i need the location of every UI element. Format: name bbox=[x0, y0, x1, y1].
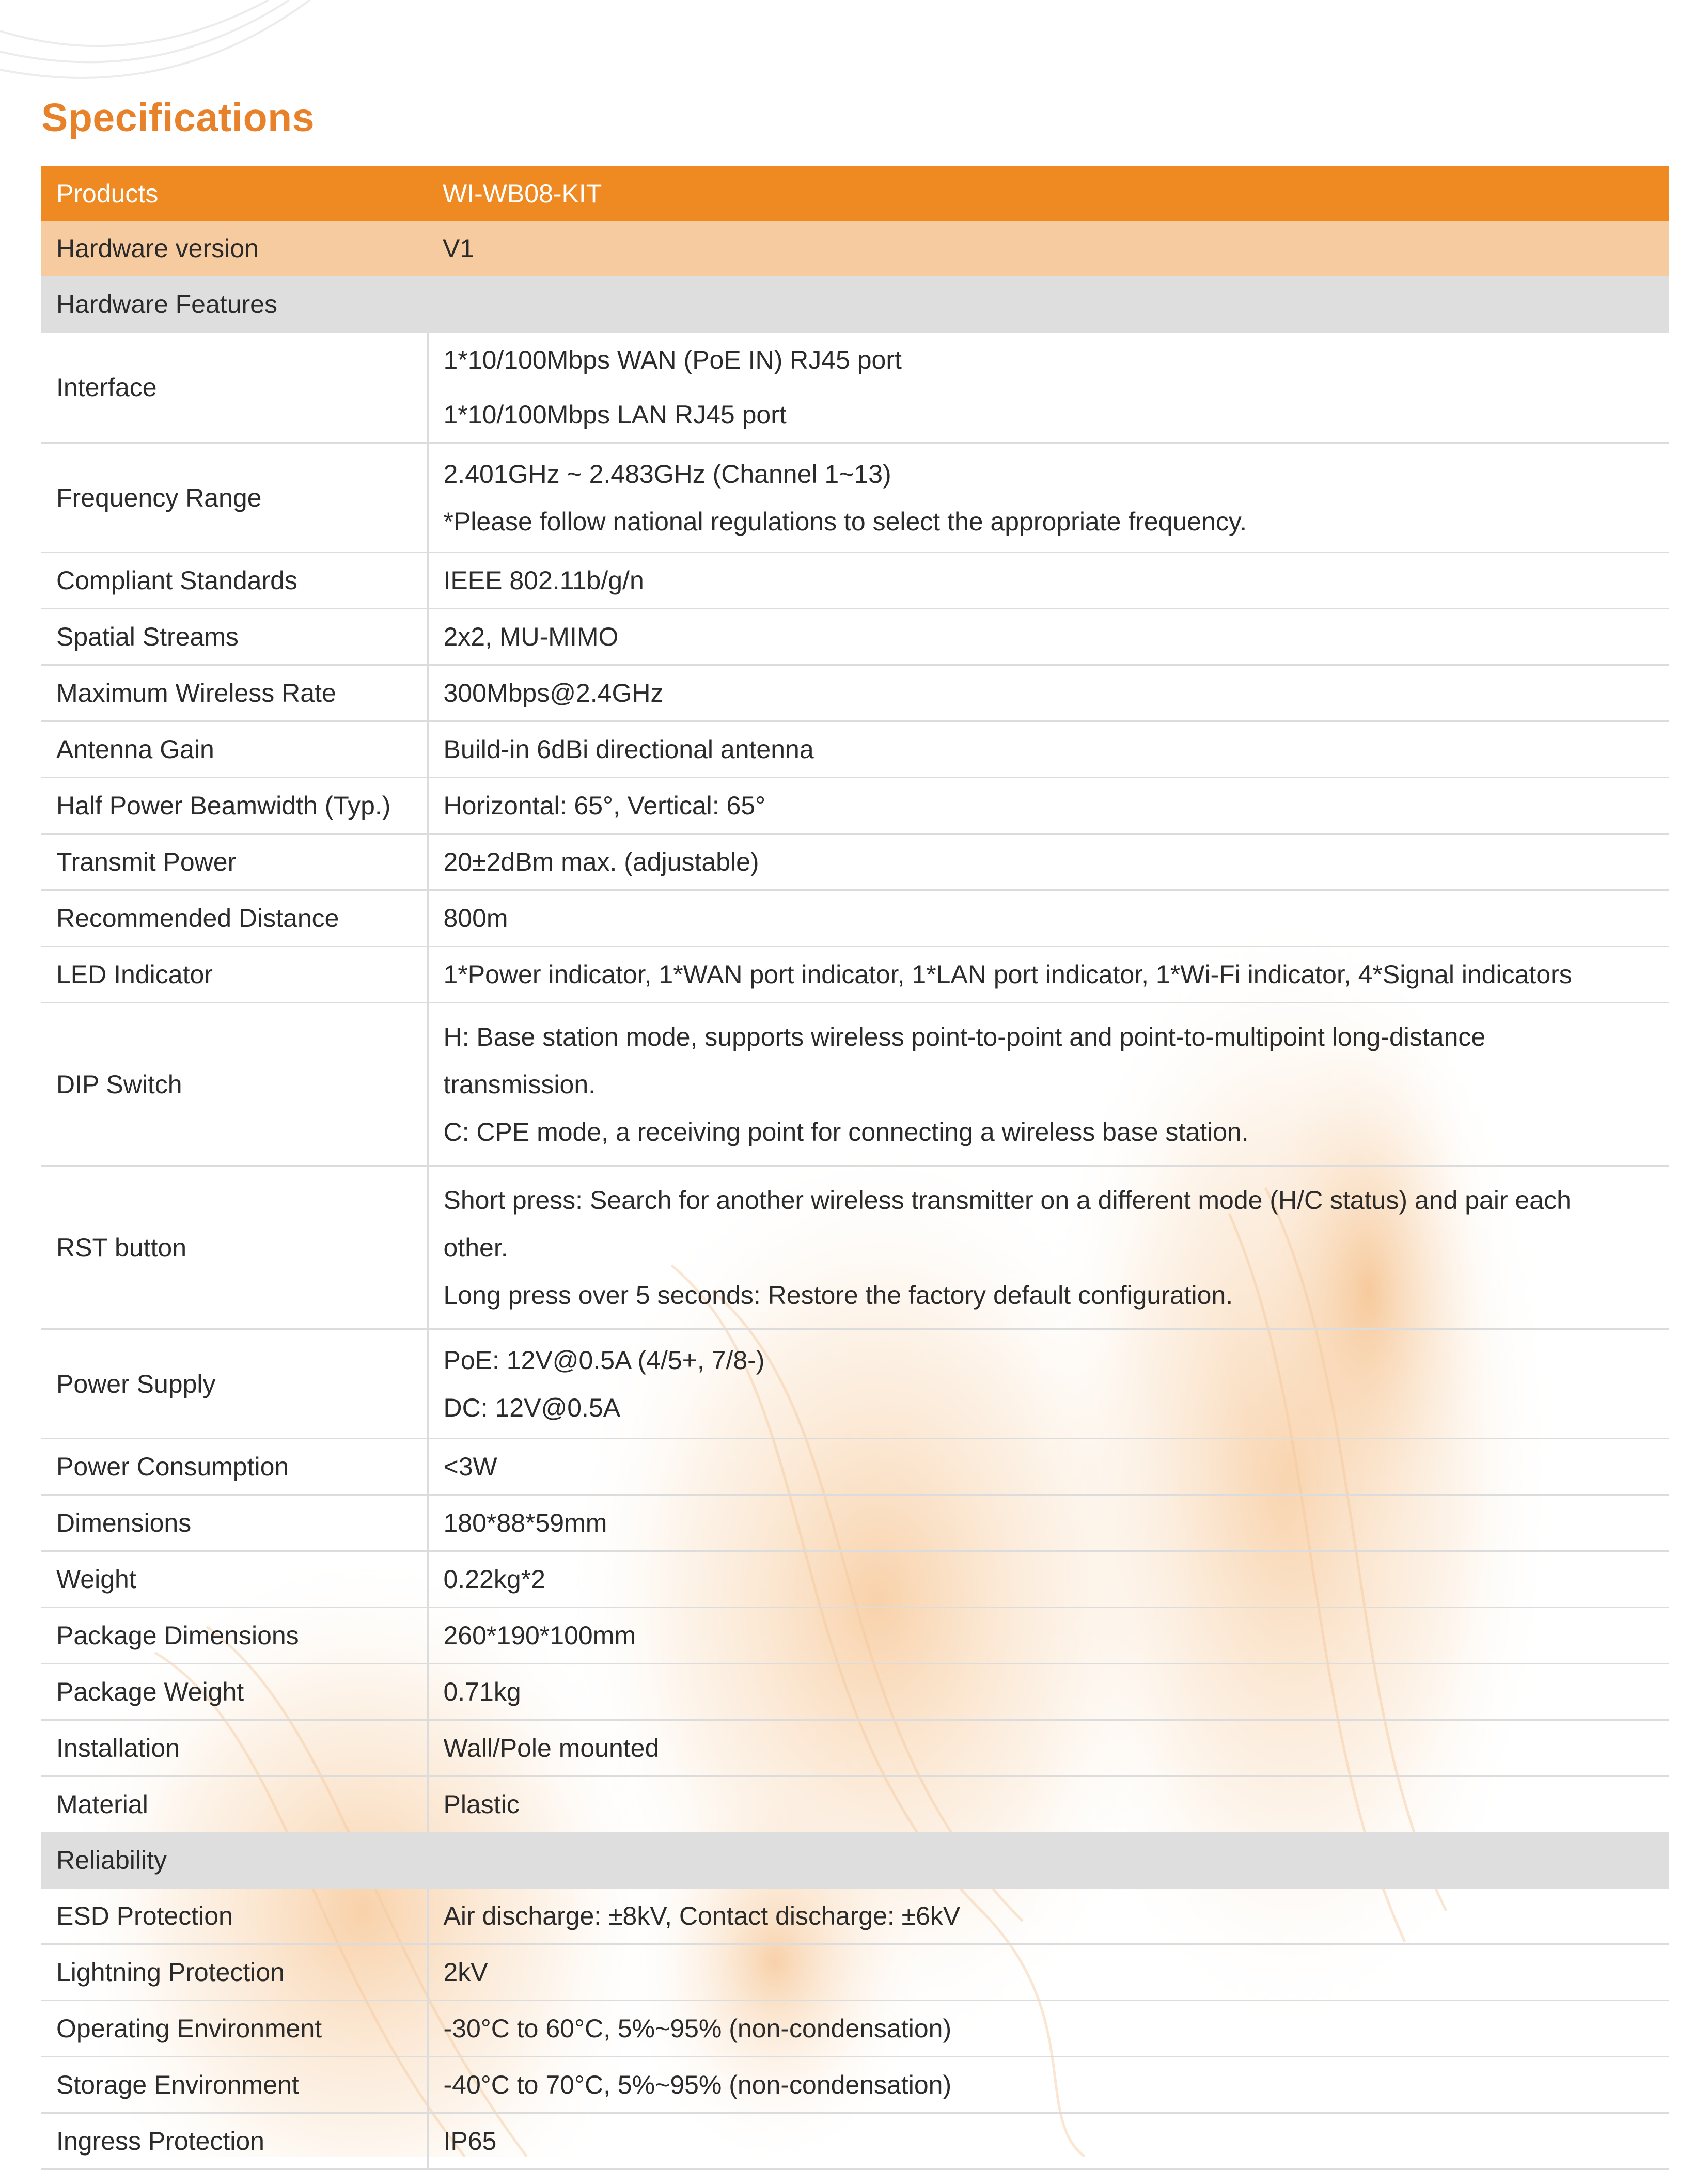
table-row bbox=[41, 1166, 1669, 1329]
row-label: Weight bbox=[41, 1551, 428, 1608]
row-value: Horizontal: 65°, Vertical: 65° bbox=[428, 778, 1669, 834]
products-value: WI-WB08-KIT bbox=[428, 166, 1669, 221]
row-value bbox=[428, 443, 1669, 553]
row-label: Ingress Protection bbox=[41, 2113, 428, 2169]
table-row bbox=[41, 1329, 1669, 1439]
row-label: Material bbox=[41, 1776, 428, 1832]
value-line: H: Base station mode, supports wireless point-to-point and point-to-multipoint long-distance bbox=[443, 1022, 1486, 1051]
row-value: 180*88*59mm bbox=[428, 1495, 1669, 1551]
hardware-version-label: Hardware version bbox=[41, 221, 428, 276]
value-line: *Please follow national regulations to select the appropriate frequency. bbox=[443, 507, 1247, 536]
table-row bbox=[41, 1720, 1669, 1776]
table-row bbox=[41, 1664, 1669, 1720]
row-value: Build-in 6dBi directional antenna bbox=[428, 721, 1669, 778]
table-row bbox=[41, 2113, 1669, 2169]
section-title: Hardware Features bbox=[41, 276, 1669, 333]
table-row bbox=[41, 721, 1669, 778]
value-line: Short press: Search for another wireless transmitter on a different mode (H/C status) and pair each bbox=[443, 1185, 1571, 1215]
section-reliability bbox=[41, 1832, 1669, 1889]
spec-table bbox=[41, 166, 1669, 2170]
table-row bbox=[41, 1608, 1669, 1664]
products-row bbox=[41, 166, 1669, 221]
value-line: other. bbox=[443, 1233, 508, 1262]
row-value: IEEE 802.11b/g/n bbox=[428, 553, 1669, 609]
row-value: 800m bbox=[428, 890, 1669, 947]
table-row bbox=[41, 1776, 1669, 1832]
value-line: PoE: 12V@0.5A (4/5+, 7/8-) bbox=[443, 1345, 765, 1375]
value-line: transmission. bbox=[443, 1070, 596, 1099]
row-value: -30°C to 60°C, 5%~95% (non-condensation) bbox=[428, 2001, 1669, 2057]
row-value: 2x2, MU-MIMO bbox=[428, 609, 1669, 665]
table-row bbox=[41, 890, 1669, 947]
table-row bbox=[41, 609, 1669, 665]
row-label: Half Power Beamwidth (Typ.) bbox=[41, 778, 428, 834]
row-label: DIP Switch bbox=[41, 1003, 428, 1166]
table-row bbox=[41, 1889, 1669, 1944]
row-value: 1*Power indicator, 1*WAN port indicator, 1*LAN port indicator, 1*Wi-Fi indicator, 4*Signal indicators bbox=[428, 947, 1669, 1003]
row-label: Power Supply bbox=[41, 1329, 428, 1439]
products-label: Products bbox=[41, 166, 428, 221]
row-value: -40°C to 70°C, 5%~95% (non-condensation) bbox=[428, 2057, 1669, 2113]
row-value: 2kV bbox=[428, 1944, 1669, 2001]
hardware-version-row bbox=[41, 221, 1669, 276]
row-label: ESD Protection bbox=[41, 1889, 428, 1944]
table-row bbox=[41, 1495, 1669, 1551]
row-value bbox=[428, 333, 1669, 443]
value-line: 1*10/100Mbps LAN RJ45 port bbox=[443, 400, 787, 429]
row-value: <3W bbox=[428, 1439, 1669, 1495]
table-row bbox=[41, 778, 1669, 834]
section-hardware-features bbox=[41, 276, 1669, 333]
row-label: LED Indicator bbox=[41, 947, 428, 1003]
row-label: Installation bbox=[41, 1720, 428, 1776]
section-title: Reliability bbox=[41, 1832, 1669, 1889]
value-line: DC: 12V@0.5A bbox=[443, 1393, 621, 1422]
table-row bbox=[41, 553, 1669, 609]
row-value: 0.71kg bbox=[428, 1664, 1669, 1720]
row-value: Wall/Pole mounted bbox=[428, 1720, 1669, 1776]
row-value: 300Mbps@2.4GHz bbox=[428, 665, 1669, 721]
row-label: Transmit Power bbox=[41, 834, 428, 890]
row-label: Operating Environment bbox=[41, 2001, 428, 2057]
page-title: Specifications bbox=[41, 96, 315, 140]
row-value: 20±2dBm max. (adjustable) bbox=[428, 834, 1669, 890]
row-label: Interface bbox=[41, 333, 428, 443]
table-row bbox=[41, 1439, 1669, 1495]
row-label: Lightning Protection bbox=[41, 1944, 428, 2001]
table-row bbox=[41, 1944, 1669, 2001]
row-label: Compliant Standards bbox=[41, 553, 428, 609]
row-label: RST button bbox=[41, 1166, 428, 1329]
row-label: Antenna Gain bbox=[41, 721, 428, 778]
table-row bbox=[41, 834, 1669, 890]
row-label: Dimensions bbox=[41, 1495, 428, 1551]
row-label: Recommended Distance bbox=[41, 890, 428, 947]
table-row bbox=[41, 443, 1669, 553]
value-line: 1*10/100Mbps WAN (PoE IN) RJ45 port bbox=[443, 345, 902, 374]
value-line: 2.401GHz ~ 2.483GHz (Channel 1~13) bbox=[443, 459, 891, 489]
row-value: Air discharge: ±8kV, Contact discharge: ±6kV bbox=[428, 1889, 1669, 1944]
row-value bbox=[428, 1329, 1669, 1439]
table-row bbox=[41, 1003, 1669, 1166]
row-value bbox=[428, 1166, 1669, 1329]
row-value: Plastic bbox=[443, 1790, 520, 1819]
row-label: Power Consumption bbox=[41, 1439, 428, 1495]
table-row bbox=[41, 333, 1669, 443]
value-line: C: CPE mode, a receiving point for connecting a wireless base station. bbox=[443, 1117, 1249, 1146]
row-value: 260*190*100mm bbox=[428, 1608, 1669, 1664]
value-line: Long press over 5 seconds: Restore the factory default configuration. bbox=[443, 1280, 1233, 1310]
row-value: IP65 bbox=[428, 2113, 1669, 2169]
row-label: Storage Environment bbox=[41, 2057, 428, 2113]
row-label: Spatial Streams bbox=[41, 609, 428, 665]
row-label: Maximum Wireless Rate bbox=[41, 665, 428, 721]
row-value: 0.22kg*2 bbox=[428, 1551, 1669, 1608]
row-label: Package Dimensions bbox=[41, 1608, 428, 1664]
row-label: Package Weight bbox=[41, 1664, 428, 1720]
hardware-version-value: V1 bbox=[428, 221, 1669, 276]
row-label: Frequency Range bbox=[41, 443, 428, 553]
table-row bbox=[41, 1551, 1669, 1608]
table-row bbox=[41, 2001, 1669, 2057]
table-row bbox=[41, 2057, 1669, 2113]
table-row bbox=[41, 665, 1669, 721]
row-value bbox=[428, 1003, 1669, 1166]
table-row bbox=[41, 947, 1669, 1003]
